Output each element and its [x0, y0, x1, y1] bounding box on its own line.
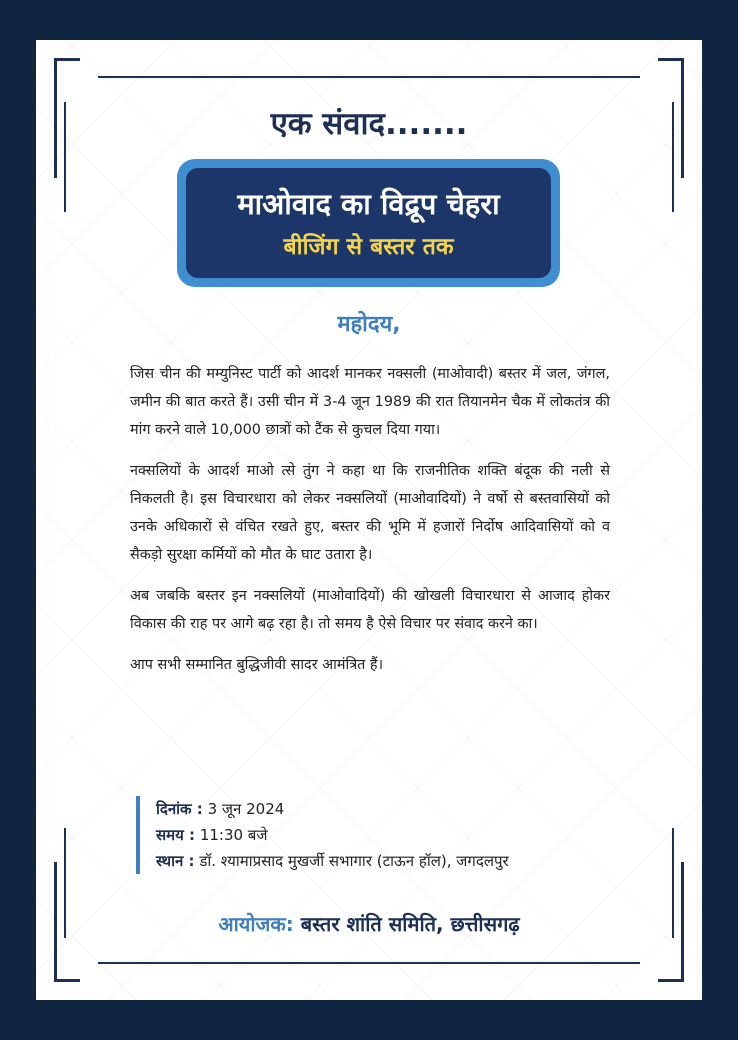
frame-line	[54, 979, 80, 982]
paragraph: जिस चीन की मम्युनिस्ट पार्टी को आदर्श मानकर नक्सली (माओवादी) बस्तर में जल, जंगल, जमीन की बात करते हैं। उसी चीन में 3-4 जून 1989 की रात तियानमेन चैक में लोकतंत्र की मांग करने वाले 10,000 छात्रों को टैंक से कुचल दिया गया।	[130, 366, 610, 438]
venue-label: स्थान :	[156, 852, 195, 870]
organizer-label: आयोजक:	[218, 912, 294, 936]
paragraph: आप सभी सम्मानित बुद्धिजीवी सादर आमंत्रित हैं।	[130, 657, 384, 673]
paragraph: अब जबकि बस्तर इन नक्सलियों (माओवादियों) की खोखली विचारधारा से आजाद होकर विकास की राह पर आगे बढ़ रहा है। तो समय है ऐसे विचार पर संवाद करने का।	[130, 588, 610, 632]
banner-headline: माओवाद का विद्रूप चेहरा	[237, 187, 500, 221]
organizer-name: बस्तर शांति समिति, छत्तीसगढ़	[300, 912, 520, 936]
frame-line	[98, 76, 640, 78]
time-row	[156, 822, 656, 848]
time-label: समय :	[156, 826, 196, 844]
date-label: दिनांक :	[156, 800, 203, 818]
title-banner-inner	[186, 168, 551, 278]
date-value: 3 जून 2024	[207, 800, 285, 818]
title-banner	[177, 159, 560, 287]
frame-line	[98, 962, 640, 964]
banner-subheadline: बीजिंग से बस्तर तक	[283, 234, 454, 260]
time-value: 11:30 बजे	[199, 826, 268, 844]
letter-body	[130, 360, 610, 692]
organizer-line	[36, 910, 702, 937]
invitation-card	[36, 40, 702, 1000]
event-details	[136, 796, 656, 874]
date-row	[156, 796, 656, 822]
venue-value: डॉ. श्यामाप्रसाद मुखर्जी सभागार (टाऊन हॉल), जगदलपुर	[199, 852, 509, 870]
paragraph: नक्सलियों के आदर्श माओ त्से तुंग ने कहा था कि राजनीतिक शक्ति बंदूक की नली से निकलती है। इस विचारधारा को लेकर नक्सलियों (माओवादियों) ने वर्षो से बस्तवासियों को उनके अधिकारों से वंचित रखते हुए, बस्तर की भूमि में हजारों निर्दोष आदिवासियों को व सैकड़ो सुरक्षा कर्मियों को मौत के घाट उतारा है।	[130, 463, 610, 563]
venue-row	[156, 848, 656, 874]
page-title: एक संवाद.......	[270, 106, 468, 142]
frame-line	[54, 58, 80, 61]
salutation: महोदय,	[337, 312, 401, 337]
